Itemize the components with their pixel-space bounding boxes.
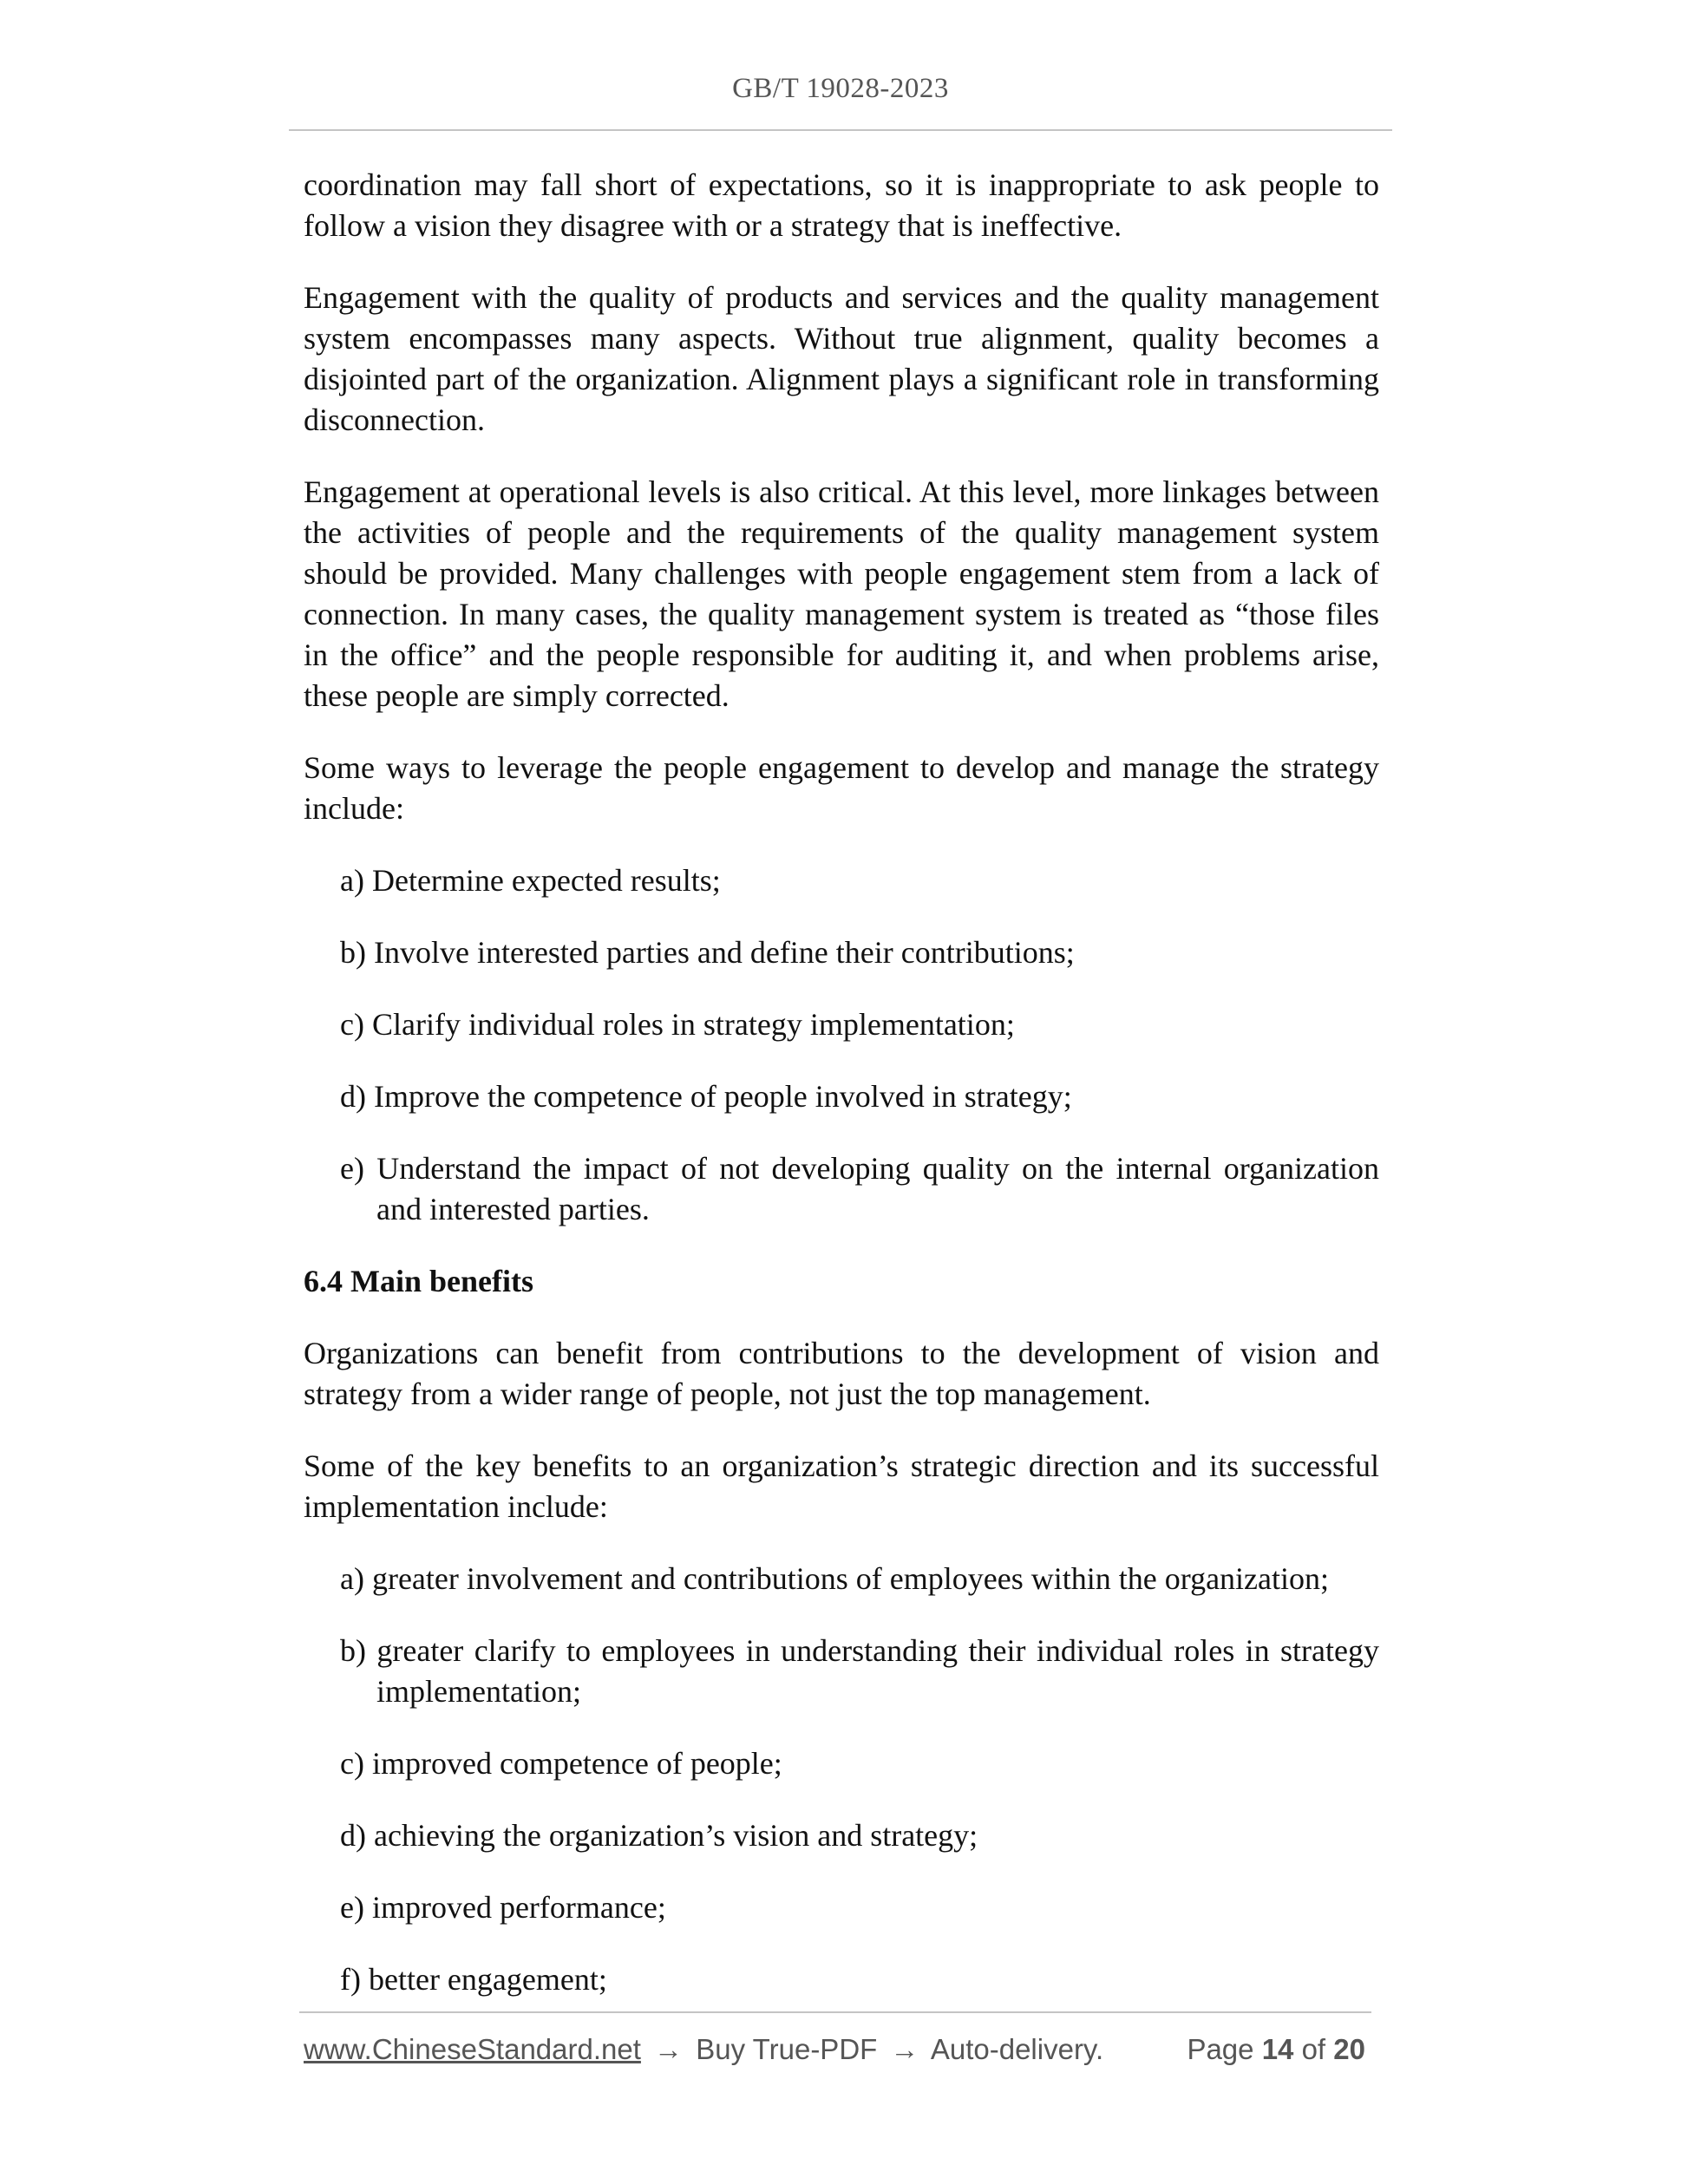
key-benefits-list <box>304 1559 1379 2000</box>
list-item: c) Clarify individual roles in strategy implementation; <box>340 1007 1015 1042</box>
list-item: c) improved competence of people; <box>340 1746 782 1781</box>
paragraph: coordination may fall short of expectations, so it is inappropriate to ask people to follow a vision they disagree with or a strategy that is ineffective. <box>304 167 1379 243</box>
of-label: of <box>1301 2033 1326 2065</box>
list-item: d) achieving the organization’s vision and strategy; <box>340 1818 978 1853</box>
strategy-ways-list <box>304 860 1379 1230</box>
auto-delivery-text: Auto-delivery. <box>930 2033 1104 2065</box>
list-item: b) Involve interested parties and define their contributions; <box>340 935 1075 970</box>
paragraph: Some of the key benefits to an organization’s strategic direction and its successful implementation include: <box>304 1448 1379 1524</box>
document-body <box>304 165 1379 2031</box>
total-pages: 20 <box>1333 2033 1365 2065</box>
page-footer <box>304 2030 1371 2069</box>
paragraph: Engagement at operational levels is also critical. At this level, more linkages between the activities of people and the requirements of the quality management system should be provided. Many challenges with people engagement stem from a lack of connection. In many cases, the quality management system is treated as “those files in the office” and the people responsible for auditing it, and when problems arise, these people are simply corrected. <box>304 474 1379 713</box>
list-item: a) Determine expected results; <box>340 863 721 898</box>
arrow-right-icon: → <box>890 2033 919 2065</box>
page-header: GB/T 19028-2023 <box>732 73 949 104</box>
buy-pdf-text: Buy True-PDF <box>696 2033 878 2065</box>
arrow-right-icon: → <box>654 2033 684 2065</box>
page-number <box>1187 2030 1365 2069</box>
paragraph: Organizations can benefit from contributions to the development of vision and strategy from a wider range of people, not just the top management. <box>304 1336 1379 1411</box>
list-item: a) greater involvement and contributions of employees within the organization; <box>340 1561 1330 1596</box>
page-label: Page <box>1187 2033 1254 2065</box>
paragraph: Engagement with the quality of products and services and the quality management system encompasses many aspects. Without true alignment, quality becomes a disjointed part of the organization. Alignment plays a significant role in transforming disconnection. <box>304 280 1379 437</box>
list-item: e) Understand the impact of not developing quality on the internal organization and interested parties. <box>340 1151 1379 1226</box>
paragraph: Some ways to leverage the people engagement to develop and manage the strategy include: <box>304 750 1379 826</box>
list-item: d) Improve the competence of people involved in strategy; <box>340 1079 1072 1114</box>
website-link[interactable]: www.ChineseStandard.net <box>304 2033 641 2065</box>
footer-divider <box>299 2011 1371 2013</box>
section-heading: 6.4 Main benefits <box>304 1264 533 1298</box>
list-item: e) improved performance; <box>340 1890 666 1925</box>
footer-promo <box>304 2030 1103 2069</box>
header-divider <box>289 129 1392 131</box>
list-item: f) better engagement; <box>340 1962 607 1997</box>
current-page: 14 <box>1261 2033 1294 2065</box>
list-item: b) greater clarify to employees in understanding their individual roles in strategy implementation; <box>340 1633 1379 1709</box>
